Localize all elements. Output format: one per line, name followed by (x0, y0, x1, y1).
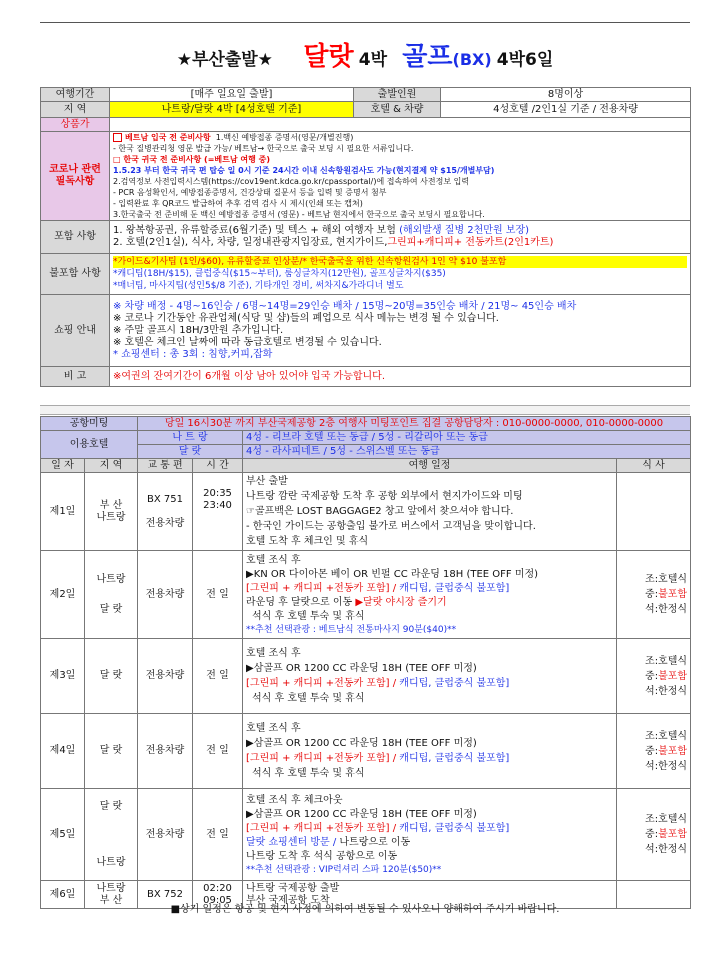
itin-included: [그린피 + 캐디피 +전동카 포함] / (246, 822, 397, 834)
day-label: 제5일 (41, 789, 85, 881)
meal-lunch-value: 불포함 (658, 829, 688, 840)
itin-included: [그린피 + 캐디피 +전동카 포함] / (246, 753, 397, 764)
region-label: 지 역 (41, 102, 110, 118)
excludes-line-1: *가이드&기사팁 (1인/$60), 유류할증료 인상분/* 한국출국을 위한 신속항원검사 1인 약 $10 불포함 (113, 256, 687, 268)
itin-line: ▶삼골프 OR 1200 CC 라운딩 18H (TEE OFF 미정) (246, 663, 477, 674)
itin-optional-tour: **추천 선택관광 : 베트남식 전통마사지 90분($40)** (246, 624, 457, 635)
covid-line-6: - PCR 음성확인서, 예방접종증명서, 건강상태 질문서 등을 입력 및 증명서 첨부 (113, 188, 387, 197)
day-label: 제2일 (41, 551, 85, 639)
depart-time: 20:35 (203, 487, 232, 499)
depart-time: 02:20 (203, 882, 232, 894)
itin-excluded: 캐디팁, 클럽중식 불포함] (399, 822, 510, 834)
day-itinerary (243, 789, 617, 881)
col-transport: 교 통 편 (138, 459, 193, 473)
day-region: 달 랏 (85, 714, 138, 789)
meal-dinner: 석:한정식 (645, 844, 688, 855)
itin-shopping: 달랏 쇼핑센터 방문 / (246, 836, 337, 848)
title-departure: ★부산출발★ (176, 50, 273, 70)
covid-line-1 (113, 132, 687, 143)
title-duration: 4박6일 (496, 50, 554, 70)
meal-lunch-value: 불포함 (658, 670, 688, 682)
day-row (41, 714, 691, 789)
meal-dinner: 석:한정식 (645, 760, 688, 772)
schedule-table (40, 416, 691, 909)
meal-lunch (620, 587, 687, 602)
col-itinerary: 여행 일정 (243, 459, 617, 473)
col-time: 시 간 (193, 459, 243, 473)
day-meal (617, 473, 691, 551)
meal-breakfast: 조:호텔식 (645, 730, 688, 742)
hotel-city-2: 달 랏 (138, 445, 243, 459)
shopping-line-2: ※ 코로나 기간동안 유관업체(식당 및 샵)들의 폐업으로 식사 메뉴는 변경 될 수 있습니다. (113, 312, 499, 324)
day-transport: 전용차량 (138, 714, 193, 789)
day-row (41, 789, 691, 881)
covid-line-1-title: 베트남 입국 전 준비사항 (125, 133, 211, 142)
covid-line-7: - 입력완료 후 QR코드 발급하여 추후 검역 검사 시 제시(인쇄 또는 캡쳐) (113, 199, 363, 208)
pax-value: 8명이상 (441, 88, 691, 102)
includes-text (110, 221, 691, 254)
includes-line-1b: (해외발생 질병 2천만원 보장) (399, 225, 530, 236)
period-value: [매주 일요일 출발] (110, 88, 354, 102)
itinerary-page (40, 0, 690, 961)
itin-line: ☞골프백은 LOST BAGGAGE2 창고 앞에서 찾으셔야 합니다. (246, 506, 514, 517)
meal-lunch (620, 669, 687, 684)
includes-line-1a: 1. 왕복항공권, 유류할증료(6월기준) 및 텍스 + 해외 여행자 보험 (113, 225, 400, 236)
region-to: 부 산 (99, 894, 123, 906)
top-rule (40, 22, 690, 23)
day-transport: 전용차량 (138, 639, 193, 714)
hotel-car-value: 4성호텔 /2인1실 기준 / 전용차량 (441, 102, 691, 118)
meal-breakfast: 조:호텔식 (645, 574, 688, 585)
title-destination: 달랏 (303, 42, 354, 72)
itin-excluded: 캐디팁, 클럽중식 불포함] (399, 678, 510, 689)
itin-excluded: 캐디팁, 클럽중식 불포함] (399, 753, 510, 764)
day-itinerary (243, 639, 617, 714)
itin-line: 나트랑 깜란 국제공항 도착 후 공항 외부에서 현지가이드와 미팅 (246, 491, 523, 502)
meal-lunch-label: 중: (645, 589, 659, 600)
excludes-text (110, 254, 691, 295)
itin-highlight: ▶달랏 야시장 즐기기 (355, 596, 447, 608)
includes-line-2a: 2. 호텔(2인1실), 식사, 차량, 일정내관광지입장료, 현지가이드, (113, 237, 388, 248)
day-meal (617, 789, 691, 881)
region-from: 나트랑 (96, 573, 126, 585)
itin-included: [그린피 + 캐디피 +전동카 포함] / (246, 582, 397, 594)
itin-line (246, 822, 613, 836)
shopping-label: 쇼핑 안내 (41, 295, 110, 367)
itin-line: 석식 후 호텔 투숙 및 휴식 (252, 768, 365, 779)
covid-line-4: 1.5.23 부터 한국 귀국 편 탑승 일 0시 기준 24시간 이내 신속항원검사도 가능(현지결제 약 $15/개별부담) (113, 166, 495, 175)
day-label: 제1일 (41, 473, 85, 551)
meal-lunch-value: 불포함 (658, 745, 688, 757)
itin-text: 라운딩 후 달랏으로 이동 (246, 596, 356, 608)
region-to: 나트랑 (96, 511, 126, 523)
title-nights: 4박 (358, 50, 387, 70)
covid-line-3: □ 한국 귀국 전 준비사항 (=베트남 여행 중) (113, 155, 270, 164)
day-row (41, 473, 691, 551)
includes-line-2b: 그린피+캐디피+ 전동카트(2인1카트) (387, 237, 554, 248)
includes-label: 포함 사항 (41, 221, 110, 254)
itin-excluded: 캐디팁, 클럽중식 불포함] (399, 582, 510, 594)
itin-line: 나트랑 도착 후 석식 공항으로 이동 (246, 850, 398, 862)
shopping-line-4: ※ 호텔은 체크인 날짜에 따라 동급호텔로 변경될 수 있습니다. (113, 336, 382, 348)
car-type: 전용차량 (145, 517, 185, 529)
region-to: 달 랏 (99, 603, 123, 615)
pax-label: 출발인원 (354, 88, 441, 102)
checkbox-icon (113, 133, 122, 142)
covid-line-8: 3.한국출국 전 준비해 둔 백신 예방접종 증명서 (영문) - 베트남 현지에서 한국으로 출국 보딩시 필요합니다. (113, 210, 485, 219)
itin-line (246, 836, 613, 850)
region-to: 나트랑 (96, 856, 126, 868)
hotels-label: 이용호텔 (41, 431, 138, 459)
shopping-line-5: * 쇼핑센터 : 총 3회 : 침향,커피,잡화 (113, 348, 273, 360)
col-region: 지 역 (85, 459, 138, 473)
covid-line-2: - 한국 질병관리청 영문 발급 가능/ 베트남→ 한국으로 출국 보딩 시 필요한 서류입니다. (113, 144, 414, 153)
product-price-value (110, 118, 691, 132)
day-meal (617, 639, 691, 714)
meal-lunch-value: 불포함 (658, 589, 688, 600)
shopping-line-1: ※ 차량 배정 - 4명~16인승 / 6명~14명=29인승 배차 / 15명~20명=35인승 배차 / 21명~ 45인승 배차 (113, 300, 577, 312)
day-transport (138, 473, 193, 551)
day-transport: 전용차량 (138, 789, 193, 881)
day-meal (617, 714, 691, 789)
itin-line: ▶삼골프 OR 1200 CC 라운딩 18H (TEE OFF 미정) (246, 808, 477, 820)
itin-optional-tour: **추천 선택관광 : VIP럭셔리 스파 120분($50)** (246, 864, 442, 875)
includes-line-1 (113, 225, 687, 237)
day-label: 제3일 (41, 639, 85, 714)
day-itinerary (243, 714, 617, 789)
region-value: 나트랑/달랏 4박 [4성호텔 기준] (110, 102, 354, 118)
meal-lunch-label: 중: (645, 670, 659, 682)
hotel-car-label: 호텔 & 차량 (354, 102, 441, 118)
day-region (85, 789, 138, 881)
col-day: 일 자 (41, 459, 85, 473)
region-from: 나트랑 (96, 882, 126, 894)
remark-text: ※여권의 잔여기간이 6개월 이상 남아 있어야 입국 가능합니다. (110, 367, 691, 387)
region-from: 부 산 (99, 499, 123, 511)
day-meal (617, 551, 691, 639)
itin-line (246, 676, 613, 691)
product-price-label: 상품가 (41, 118, 110, 132)
title-airline: (BX) (452, 50, 492, 69)
day-time: 전 일 (193, 639, 243, 714)
day-time: 전 일 (193, 789, 243, 881)
day-time: 전 일 (193, 551, 243, 639)
day-itinerary (243, 551, 617, 639)
meal-lunch-label: 중: (645, 745, 659, 757)
itin-line: - 한국인 가이드는 공항출입 불가로 버스에서 고객님을 맞이합니다. (246, 521, 536, 532)
hotel-option-2: 4성 - 라사피네트 / 5성 - 스위스벨 또는 동급 (243, 445, 691, 459)
itin-line (246, 751, 613, 766)
footnote: ■상기 일정은 항공 및 현지 사정에 의하여 변동될 수 있사오니 양해하여 주시기 바랍니다. (170, 904, 560, 915)
arrive-time: 23:40 (203, 499, 232, 511)
day-time: 전 일 (193, 714, 243, 789)
day-transport: 전용차량 (138, 551, 193, 639)
itin-line (246, 596, 613, 610)
day-region (85, 551, 138, 639)
covid-line-1-rest: 1.백신 예방접종 증명서(영문/개별진행) (215, 133, 354, 142)
day-row (41, 639, 691, 714)
itin-line: 부산 국제공항 도착 (246, 894, 330, 906)
shopping-text (110, 295, 691, 367)
itin-line: 호텔 조식 후 체크아웃 (246, 794, 343, 806)
meal-breakfast: 조:호텔식 (645, 814, 688, 825)
shopping-line-3: ※ 주말 골프시 18H/3만원 추가입니다. (113, 324, 284, 336)
day-region (85, 473, 138, 551)
itin-included: [그린피 + 캐디피 +전동카 포함] / (246, 678, 397, 689)
itin-line: 호텔 조식 후 (246, 648, 301, 659)
airport-meeting-label: 공항미팅 (41, 417, 138, 431)
itin-line: 호텔 조식 후 (246, 723, 301, 734)
period-label: 여행기간 (41, 88, 110, 102)
itin-line: 나트랑 국제공항 출발 (246, 882, 340, 894)
excludes-line-2: *캐디팁(18H/$15), 클럽중식($15~부터), 룸싱글차지(12만원), 골프싱글차지($35) (113, 269, 446, 279)
meal-lunch (620, 744, 687, 759)
info-table (40, 87, 691, 387)
hotel-city-1: 나 트 랑 (138, 431, 243, 445)
meal-lunch (620, 827, 687, 842)
covid-line-5: 2.검역정보 사전입력시스템(https://cov19ent.kdca.go.kr/cpassportal/)에 접속하여 사전정보 입력 (113, 177, 470, 186)
itin-text: 나트랑으로 이동 (336, 836, 411, 848)
arrive-time: 09:05 (203, 894, 232, 906)
region-from: 달 랏 (99, 800, 123, 812)
day-label: 제4일 (41, 714, 85, 789)
meal-lunch-label: 중: (645, 829, 659, 840)
section-divider (40, 405, 690, 415)
itin-line: 호텔 조식 후 (246, 554, 301, 566)
includes-line-2 (113, 237, 687, 249)
meal-breakfast: 조:호텔식 (645, 655, 688, 667)
itin-line: 석식 후 호텔 투숙 및 휴식 (252, 693, 365, 704)
excludes-line-3: *매너팁, 마사지팁(성인5$/8 기준), 기타개인 경비, 써차지&가라디너 별도 (113, 281, 404, 291)
itin-line: 석식 후 호텔 투숙 및 휴식 (252, 610, 365, 622)
page-title (40, 36, 690, 82)
flight-no: BX 751 (147, 493, 183, 505)
day-row (41, 551, 691, 639)
day-transport: BX 752 (138, 881, 193, 909)
itin-line: 부산 출발 (246, 476, 288, 487)
excludes-label: 불포함 사항 (41, 254, 110, 295)
day-region: 달 랏 (85, 639, 138, 714)
meal-dinner: 석:한정식 (645, 604, 688, 615)
day-label: 제6일 (41, 881, 85, 909)
covid-notes (110, 132, 691, 221)
airport-meeting-text: 당일 16시30분 까지 부산국제공항 2층 여행사 미팅포인트 집결 공항담당자 : 010-0000-0000, 010-0000-0000 (138, 417, 691, 431)
day-time (193, 473, 243, 551)
col-meal: 식 사 (617, 459, 691, 473)
covid-label: 코로나 관련 필독사항 (41, 132, 110, 221)
hotel-option-1: 4성 - 리브라 호텔 또는 동급 / 5성 - 리갈리아 또는 동급 (243, 431, 691, 445)
title-golf: 골프 (402, 42, 453, 72)
itin-line: ▶KN OR 다이아몬 베이 OR 빈펄 CC 라운딩 18H (TEE OFF 미정) (246, 568, 539, 580)
itin-line (246, 582, 613, 596)
day-itinerary (243, 473, 617, 551)
itin-line: 호텔 도착 후 체크인 및 휴식 (246, 536, 369, 547)
remark-label: 비 고 (41, 367, 110, 387)
itin-line: ▶삼골프 OR 1200 CC 라운딩 18H (TEE OFF 미정) (246, 738, 477, 749)
meal-dinner: 석:한정식 (645, 685, 688, 697)
